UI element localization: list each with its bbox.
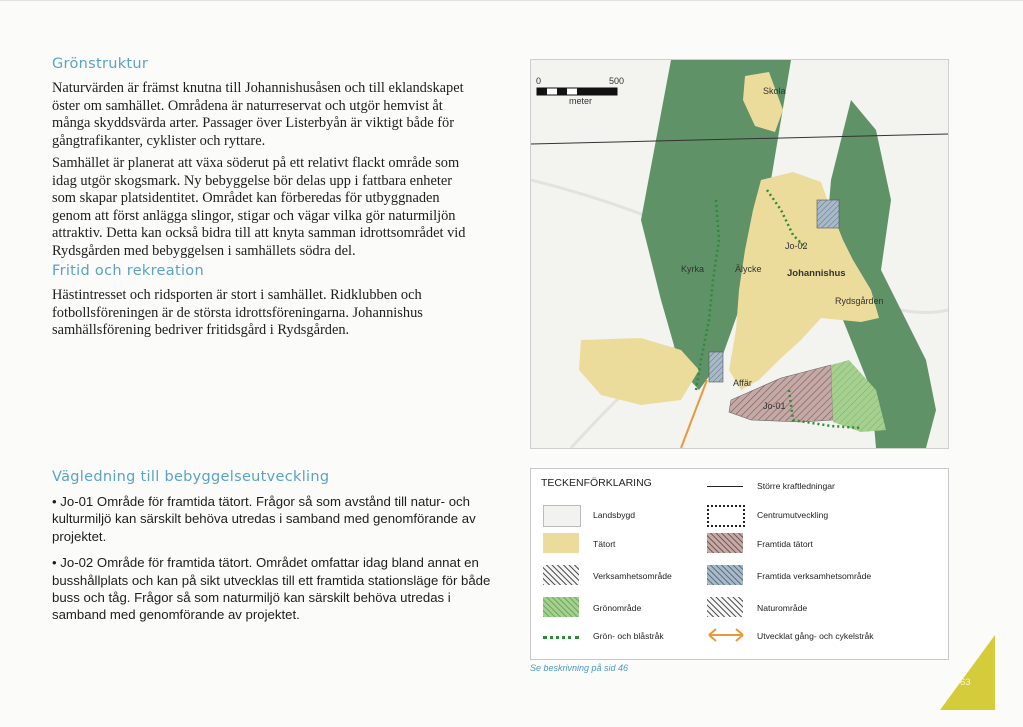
legend-label-tatort: Tätort (593, 539, 616, 549)
top-rule (0, 0, 1023, 1)
legend-tatort-icon (543, 533, 579, 553)
legend-kraftledning-icon (707, 486, 743, 487)
legend-label-kraftledning: Större kraftledningar (757, 481, 835, 491)
heading-vagledning: Vägledning till bebyggelseutveckling (52, 469, 330, 485)
scale-zero: 0 (536, 76, 542, 86)
heading-fritid: Fritid och rekreation (52, 263, 204, 279)
legend-cykelstrak-icon (707, 627, 745, 643)
map-caption: Se beskrivning på sid 46 (530, 663, 629, 673)
guidance-item-jo02: • Jo-02 Område för framtida tätort. Området omfattar idag bland annat en busshållplats och kan på sikt utvecklas till ett framtida stationsläge för både buss och tåg. Frågor så som naturmiljö kan särskilt behöva utredas i samband med genomförande av projektet. (52, 554, 502, 624)
heading-gronstruktur: Grönstruktur (52, 56, 149, 72)
map-label-johannishus: Johannishus (787, 268, 846, 279)
legend-label-framtida-verksamhet: Framtida verksamhetsområde (757, 571, 872, 581)
legend-landsbygd-icon (543, 505, 581, 527)
map-label-affar: Affär (733, 378, 752, 388)
map-label-jo02: Jo-02 (785, 241, 808, 251)
paragraph-fritid: Hästintresset och ridsporten är stort i samhället. Ridklubben och fotbollsföreningen är de största idrottsföreningarna. Johannishus samhällsförening bedriver fritidsgård i Rydsgården. (52, 287, 423, 338)
scale-unit: meter (569, 96, 593, 106)
land-use-map (530, 59, 949, 449)
map-future-business-north (817, 200, 839, 228)
legend-title: TECKENFÖRKLARING (541, 477, 652, 489)
paragraph-gronstruktur-2: Samhället är planerat att växa söderut på ett relativt flackt område som idag utgör skogsmark. Ny bebyggelse bör delas upp i fattbara enheter som skapar platsidentitet. Området kan förberedas för utbyggnaden genom att först anlägga slingor, stigar och vägar vilka gör naturmiljön attraktiv. Detta kan också bidra till att knyta samman idrottsområdet vid Rydsgården med bebyggelsen i samhällets södra del. (52, 155, 466, 259)
legend-label-framtida-tatort: Framtida tätort (757, 539, 813, 549)
guidance-list (52, 493, 502, 633)
guidance-item-jo01: • Jo-01 Område för framtida tätort. Frågor så som avstånd till natur- och kulturmiljö kan särskilt behöva utredas i samband med genomförande av projektet. (52, 493, 502, 545)
legend-framtida-verksamhet-icon (707, 565, 743, 585)
legend-label-centrum: Centrumutveckling (757, 510, 829, 520)
legend-label-cykelstrak: Utvecklat gång- och cykelstråk (757, 631, 874, 641)
map-label-skola: Skola (763, 86, 786, 96)
legend-centrum-icon (707, 505, 745, 527)
legend-naturomrade-icon (707, 597, 743, 617)
scale-max: 500 (609, 76, 625, 86)
legend-label-gronomrade: Grönområde (593, 603, 642, 613)
legend-label-landsbygd: Landsbygd (593, 510, 636, 520)
map-scale-bar (537, 88, 617, 95)
map-legend (530, 468, 949, 660)
map-future-business-south (709, 352, 723, 382)
paragraph-gronstruktur-1: Naturvärden är främst knutna till Johannishusåsen och till eklandskapet öster om samhället. Områdena är naturreservat och utgör hemvist åt många skyddsvärda arter. Passager över Listerbyån är viktigt både för gångtrafikanter, cyklister och ryttare. (52, 80, 464, 149)
legend-framtida-tatort-icon (707, 533, 743, 553)
legend-label-naturomrade: Naturområde (757, 603, 808, 613)
legend-verksamhet-icon (543, 565, 579, 585)
map-label-rydsgarden: Rydsgården (835, 296, 884, 306)
map-graphic (531, 60, 948, 448)
page-number: 63 (960, 677, 971, 688)
legend-label-gron-blastrak: Grön- och blåstråk (593, 631, 664, 641)
legend-gron-blastrak-icon (543, 636, 579, 639)
page-corner-triangle (940, 635, 1000, 710)
map-label-jo01: Jo-01 (763, 401, 786, 411)
legend-label-verksamhet: Verksamhetsområde (593, 571, 672, 581)
map-label-alycke: Älycke (735, 264, 762, 274)
map-label-kyrka: Kyrka (681, 264, 705, 274)
legend-gronomrade-icon (543, 597, 579, 617)
